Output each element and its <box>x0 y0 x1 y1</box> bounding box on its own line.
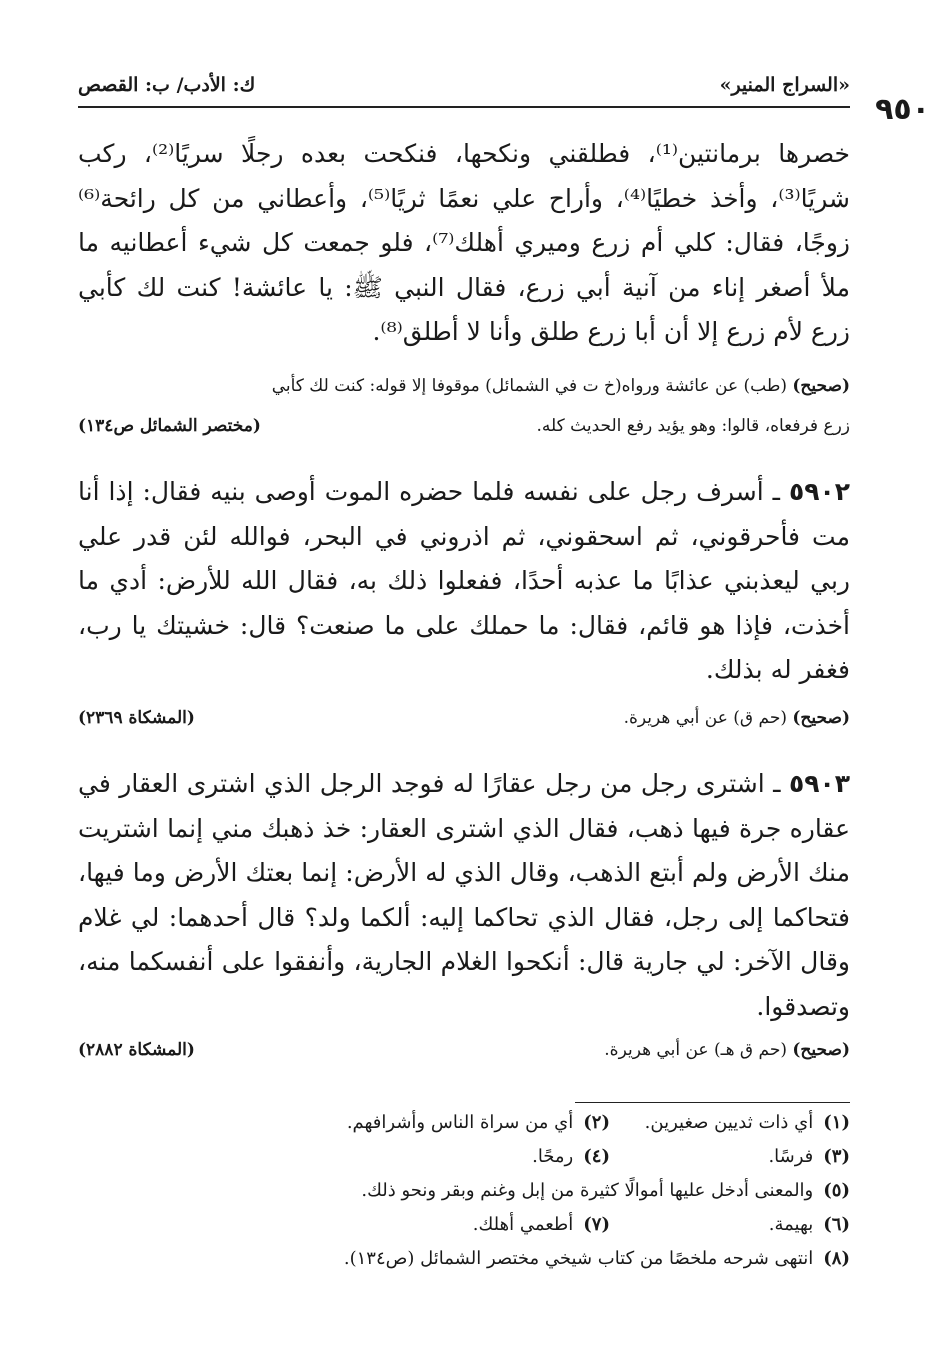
source-text: (حم ق هـ) عن أبي هريرة. <box>604 1040 793 1060</box>
footnote-number: (٤) <box>583 1146 610 1167</box>
footnote-text: انتهى شرحه ملخصًا من كتاب شيخي مختصر الشمائل (ص١٣٤). <box>343 1248 814 1269</box>
footnote-row <box>150 1180 850 1214</box>
footnote-item <box>769 1214 850 1235</box>
source-line <box>78 1030 850 1070</box>
footnote-number: (١) <box>823 1112 850 1133</box>
intro-paragraph: خصرها برمانتين⁽¹⁾، فطلقني ونكحها، فنكحت بعده رجلًا سريًا⁽²⁾، ركب شريًا⁽³⁾، وأخذ خطيًا⁽⁴⁾، وأراح علي نعمًا ثريًا⁽⁵⁾، وأعطاني من كل رائحة⁽⁶⁾ زوجًا، فقال: كلي أم زرع وميري أهلك⁽⁷⁾، فلو جمعت كل شيء أعطانيه ما ملأ أصغر إناء من آنية أبي زرع، فقال النبي ﷺ: يا عائشة! كنت لك كأبي زرع لأم زرع إلا أن أبا زرع طلق وأنا لا أطلق⁽⁸⁾. <box>78 139 850 346</box>
footnote-item <box>532 1146 610 1167</box>
footnote-item <box>645 1112 850 1133</box>
grade-label: (صحيح) <box>792 1040 850 1060</box>
footnote-number: (٥) <box>823 1180 850 1201</box>
footnote-number: (٣) <box>823 1146 850 1167</box>
footnote-row <box>150 1248 850 1282</box>
footnote-item <box>361 1180 850 1201</box>
hadith-paragraph <box>78 762 850 1029</box>
footnote-row <box>150 1214 850 1248</box>
source-text: (طب) عن عائشة ورواه(خ ت في الشمائل) موقوفا إلا قوله: كنت لك كأبي <box>271 376 793 396</box>
footnote-divider <box>575 1102 850 1103</box>
hadith-number: ٥٩٠٣ <box>788 769 850 798</box>
chapter-reference: ك: الأدب/ ب: القصص <box>78 74 256 96</box>
footnote-number: (٢) <box>583 1112 610 1133</box>
page-number: ٩٥٠ <box>875 92 930 127</box>
source-text: (حم ق) عن أبي هريرة. <box>623 708 793 728</box>
hadith-5902-source <box>78 698 850 738</box>
footnote-number: (٧) <box>583 1214 610 1235</box>
footnote-item <box>344 1248 850 1269</box>
source-line <box>78 366 850 406</box>
footnote-text: بهيمة. <box>768 1214 814 1235</box>
source-line-2 <box>78 406 850 446</box>
source-reference: (مختصر الشمائل ص١٣٤) <box>78 416 261 436</box>
grade-label: (صحيح) <box>792 708 850 728</box>
hadith-5903 <box>78 762 850 1029</box>
source-reference: (المشكاة ٢٣٦٩) <box>78 708 195 728</box>
footnote-number: (٨) <box>823 1248 850 1269</box>
intro-source <box>78 366 850 446</box>
footnote-row <box>150 1112 850 1146</box>
footnote-number: (٦) <box>823 1214 850 1235</box>
footnote-text: أطعمي أهلك. <box>472 1214 574 1235</box>
source-line <box>78 698 850 738</box>
book-title: «السراج المنير» <box>719 74 850 96</box>
footnote-text: فرسًا. <box>768 1146 814 1167</box>
footnote-text: أي ذات ثديين صغيرين. <box>644 1112 814 1133</box>
footnote-row <box>150 1146 850 1180</box>
footnote-text: رمحًا. <box>532 1146 574 1167</box>
page-header <box>78 72 930 127</box>
header-divider <box>78 106 850 108</box>
intro-section <box>78 132 850 355</box>
hadith-number: ٥٩٠٢ <box>788 477 850 506</box>
hadith-paragraph <box>78 470 850 693</box>
footnote-item <box>347 1112 610 1133</box>
grade-label: (صحيح) <box>792 376 850 396</box>
source-text-2: زرع فرفعاه، قالوا: وهو يؤيد رفع الحديث كله. <box>536 416 850 436</box>
footnote-item <box>473 1214 610 1235</box>
hadith-text: ـ اشترى رجل من رجل عقارًا له فوجد الرجل الذي اشترى العقار في عقاره جرة فيها ذهب، فقال الذي اشترى العقار: خذ ذهبك مني إنما اشتريت منك الأرض ولم أبتع الذهب، وقال الذي له الأرض: إنما بعتك الأرض وما فيها، فتحاكما إلى رجل، فقال الذي تحاكما إليه: ألكما ولد؟ قال أحدهما: لي غلام وقال الآخر: لي جارية قال: أنكحوا الغلام الجارية، وأنفقوا على أنفسكما منه، وتصدقوا. <box>78 769 850 1021</box>
footnote-text: أي من سراة الناس وأشرافهم. <box>346 1112 574 1133</box>
footnote-text: والمعنى أدخل عليها أموالًا كثيرة من إبل وغنم وبقر ونحو ذلك. <box>361 1180 814 1201</box>
footnotes <box>150 1112 850 1282</box>
hadith-text: ـ أسرف رجل على نفسه فلما حضره الموت أوصى بنيه فقال: إذا أنا مت فأحرقوني، ثم اسحقوني، ثم اذروني في البحر، فوالله لئن قدر علي ربي ليعذبني عذابًا ما عذبه أحدًا، ففعلوا ذلك به، فقال الله للأرض: أدي ما أخذت، فإذا هو قائم، فقال: ما حملك على ما صنعت؟ قال: خشيتك يا رب، فغفر له بذلك. <box>78 477 851 684</box>
hadith-5903-source <box>78 1030 850 1070</box>
hadith-5902 <box>78 470 850 693</box>
source-reference: (المشكاة ٢٨٨٢) <box>78 1040 195 1060</box>
footnote-item <box>768 1146 850 1167</box>
